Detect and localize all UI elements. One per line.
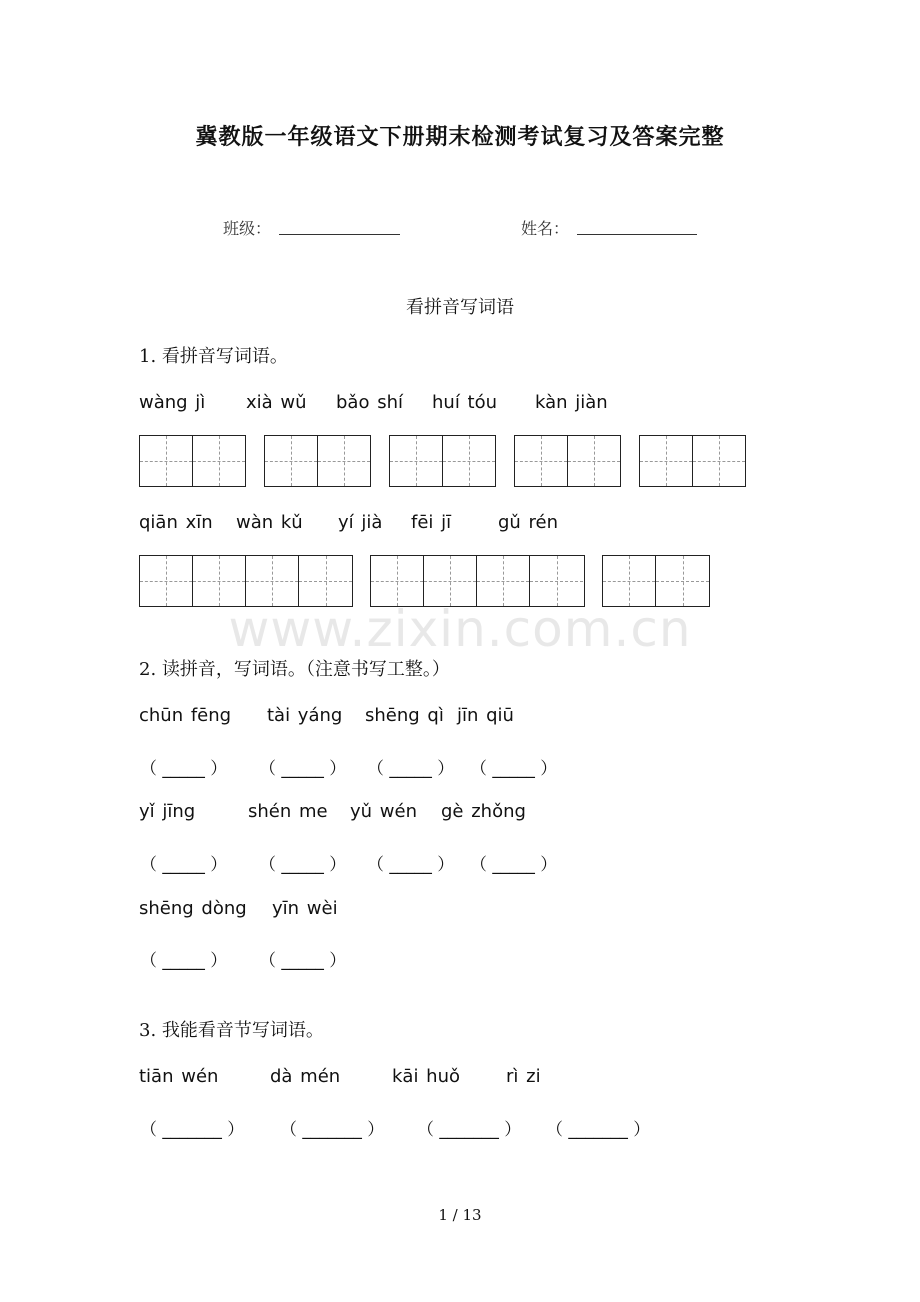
answer-blank[interactable]: （ _______ ） [140,1120,245,1140]
answer-blank[interactable]: （ _____ ） [140,855,228,875]
pinyin-word: yǐ jīng [139,801,196,822]
pinyin-word: fēi jī [411,512,452,533]
pinyin-word: gè zhǒng [441,801,526,822]
pinyin-word: yí jià [338,512,383,533]
answer-blank[interactable]: （ _____ ） [259,759,347,779]
pinyin-word: tiān wén [139,1066,219,1087]
answer-blank[interactable]: （ _____ ） [367,855,455,875]
pinyin-word: wàng jì [139,392,206,413]
name-label: 姓名： [521,219,570,238]
page-title: 冀教版一年级语文下册期末检测考试复习及答案完整 [195,124,725,150]
pinyin-word: gǔ rén [498,512,559,533]
watermark: www.zixin.com.cn [228,600,692,658]
class-label: 班级： [223,219,272,238]
answer-blank[interactable]: （ _____ ） [140,951,228,971]
answer-blank[interactable]: （ _____ ） [470,759,558,779]
pinyin-word: dà mén [270,1066,341,1087]
pinyin-word: qiān xīn [139,512,213,533]
question-3-title: 3. 我能看音节写词语。 [139,1020,324,1041]
answer-blank[interactable]: （ _____ ） [367,759,455,779]
pinyin-word: kāi huǒ [392,1066,461,1087]
answer-blank[interactable]: （ _____ ） [259,951,347,971]
pinyin-word: xià wǔ [246,392,307,413]
pinyin-word: jīn qiū [457,705,514,726]
section-title: 看拼音写词语 [406,297,514,318]
answer-blank[interactable]: （ _____ ） [259,855,347,875]
writing-grid[interactable] [264,435,371,487]
pinyin-word: shēng qì [365,705,444,726]
answer-blank[interactable]: （ _______ ） [417,1120,522,1140]
pinyin-word: bǎo shí [336,392,403,413]
pinyin-word: rì zi [506,1066,541,1087]
writing-grid[interactable] [639,435,746,487]
writing-grid[interactable] [139,435,246,487]
pinyin-word: kàn jiàn [535,392,608,413]
question-1-title: 1. 看拼音写词语。 [139,346,288,367]
answer-blank[interactable]: （ _______ ） [546,1120,651,1140]
pinyin-word: chūn fēng [139,705,232,726]
pinyin-word: shén me [248,801,328,822]
question-2-title: 2. 读拼音，写词语。（注意书写工整。） [139,659,450,680]
pinyin-word: shēng dòng [139,898,247,919]
writing-grid[interactable] [514,435,621,487]
name-field[interactable] [577,234,697,235]
pinyin-word: wàn kǔ [236,512,303,533]
class-field[interactable] [279,234,400,235]
answer-blank[interactable]: （ _______ ） [280,1120,385,1140]
answer-blank[interactable]: （ _____ ） [140,759,228,779]
pinyin-word: yǔ wén [350,801,417,822]
page-number: 1 / 13 [438,1206,482,1224]
pinyin-word: huí tóu [432,392,498,413]
writing-grid[interactable] [389,435,496,487]
pinyin-word: yīn wèi [272,898,338,919]
pinyin-word: tài yáng [267,705,343,726]
answer-blank[interactable]: （ _____ ） [470,855,558,875]
